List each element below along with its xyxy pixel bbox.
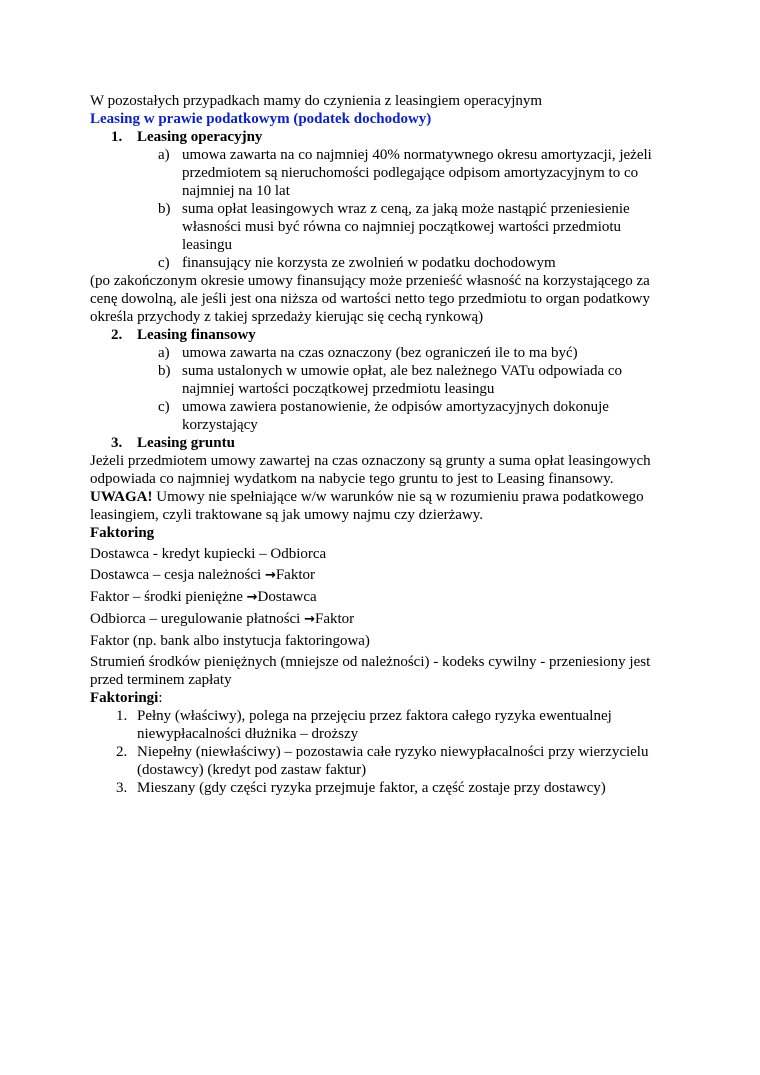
item-text: suma opłat leasingowych wraz z ceną, za jaką może nastąpić przeniesienie [182, 201, 630, 217]
list-item [90, 743, 670, 779]
section-land-leasing [90, 434, 670, 452]
flow-target: Dostawca [257, 589, 317, 605]
item-text: Mieszany (gdy części ryzyka przejmuje faktor, a część zostaje przy dostawcy) [137, 780, 606, 796]
list-item [90, 254, 670, 272]
item-text: finansujący nie korzysta ze zwolnień w podatku dochodowym [182, 255, 556, 271]
item-text: własności musi być równa co najmniej początkowej wartości przedmiotu [182, 219, 622, 235]
section-number: 2. [111, 327, 123, 343]
flow-target: Faktor [315, 611, 355, 627]
item-number: 3. [116, 780, 128, 796]
note-line: cenę dowolną, ale jeśli jest ona niższa od wartości netto tego przedmiotu to organ podatkowy [90, 291, 650, 307]
item-text: leasingu [182, 237, 232, 253]
flow-line [90, 566, 670, 585]
item-text: umowa zawarta na co najmniej 40% normatywnego okresu amortyzacji, jeżeli [182, 147, 652, 163]
item-text: przedmiotem są nieruchomości podlegające odpisom amortyzacyjnym to co [182, 165, 639, 181]
item-letter: c) [158, 399, 170, 415]
body-line: Jeżeli przedmiotem umowy zawartej na czas oznaczony są grunty a suma opłat leasingowych [90, 453, 651, 469]
list-item [90, 344, 670, 362]
item-text: umowa zawarta na czas oznaczony (bez ograniczeń ile to ma być) [182, 345, 578, 361]
item-letter: b) [158, 201, 171, 217]
warning-label: UWAGA! [90, 489, 153, 505]
list-item [90, 398, 670, 434]
item-text: korzystający [182, 417, 258, 433]
flow-target: Faktor [275, 567, 316, 583]
list-item [90, 200, 670, 254]
item-letter: a) [158, 345, 170, 361]
item-text: (dostawcy) (kredyt pod zastaw faktur) [137, 762, 367, 778]
warning-line [90, 488, 670, 506]
note-line: (po zakończonym okresie umowy finansujący może przenieść własność na korzystającego za [90, 273, 650, 289]
section-number: 3. [111, 435, 123, 451]
item-text: Pełny (właściwy), polega na przejęciu przez faktora całego ryzyka ewentualnej [137, 708, 612, 724]
item-text: suma ustalonych w umowie opłat, ale bez należnego VATu odpowiada co [182, 363, 623, 379]
flow-text: Faktor (np. bank albo instytucja faktoringowa) [90, 633, 370, 649]
flow-text: Odbiorca – uregulowanie płatności [90, 611, 305, 627]
item-letter: a) [158, 147, 170, 163]
item-text: Niepełny (niewłaściwy) – pozostawia całe ryzyko niewypłacalności przy wierzycielu [137, 744, 649, 760]
heading-tax-leasing: Leasing w prawie podatkowym (podatek dochodowy) [90, 111, 432, 127]
item-text: umowa zawiera postanowienie, że odpisów amortyzacyjnych dokonuje [182, 399, 609, 415]
note-line: określa przychody z takiej sprzedaży kierując się cechą rynkową) [90, 309, 484, 325]
arrow-right-icon: → [304, 612, 316, 627]
stream-line: Strumień środków pieniężnych (mniejsze od należności) - kodeks cywilny - przeniesiony jest [90, 654, 651, 670]
section-title: Leasing finansowy [137, 327, 256, 343]
flow-line [90, 545, 670, 563]
types-heading-colon: : [158, 690, 163, 706]
arrow-right-icon: → [264, 568, 276, 583]
list-item [90, 146, 670, 200]
heading-factoring-types [90, 689, 670, 707]
list-item [90, 707, 670, 743]
flow-line [90, 610, 670, 629]
list-item [90, 779, 670, 797]
flow-line [90, 632, 670, 650]
section-number: 1. [111, 129, 123, 145]
item-letter: c) [158, 255, 170, 271]
flow-line [90, 588, 670, 607]
document-page [90, 92, 670, 797]
flow-text: Dostawca - kredyt kupiecki – Odbiorca [90, 546, 327, 562]
warning-text: Umowy nie spełniające w/w warunków nie są w rozumieniu prawa podatkowego [152, 489, 644, 505]
item-letter: b) [158, 363, 171, 379]
warning-line-2: leasingiem, czyli traktowane są jak umowy najmu czy dzierżawy. [90, 507, 484, 523]
flow-text: Dostawca – cesja należności [90, 567, 265, 583]
item-text: najmniej wartości początkowej przedmiotu leasingu [182, 381, 495, 397]
stream-line: przed terminem zapłaty [90, 672, 232, 688]
section-title: Leasing gruntu [137, 435, 235, 451]
heading-factoring: Faktoring [90, 525, 155, 541]
item-text: niewypłacalności dłużnika – droższy [137, 726, 359, 742]
item-number: 1. [116, 708, 128, 724]
intro-line: W pozostałych przypadkach mamy do czynienia z leasingiem operacyjnym [90, 93, 543, 109]
item-number: 2. [116, 744, 128, 760]
item-text: najmniej na 10 lat [182, 183, 290, 199]
flow-text: Faktor – środki pieniężne [90, 589, 247, 605]
arrow-right-icon: → [246, 590, 258, 605]
list-item [90, 362, 670, 398]
section-title: Leasing operacyjny [137, 129, 263, 145]
types-heading-text: Faktoringi [90, 690, 159, 706]
body-line: odpowiada co najmniej wydatkom na nabycie tego gruntu to jest to Leasing finansowy. [90, 471, 614, 487]
section-financial-leasing [90, 326, 670, 344]
section-operating-leasing [90, 128, 670, 146]
